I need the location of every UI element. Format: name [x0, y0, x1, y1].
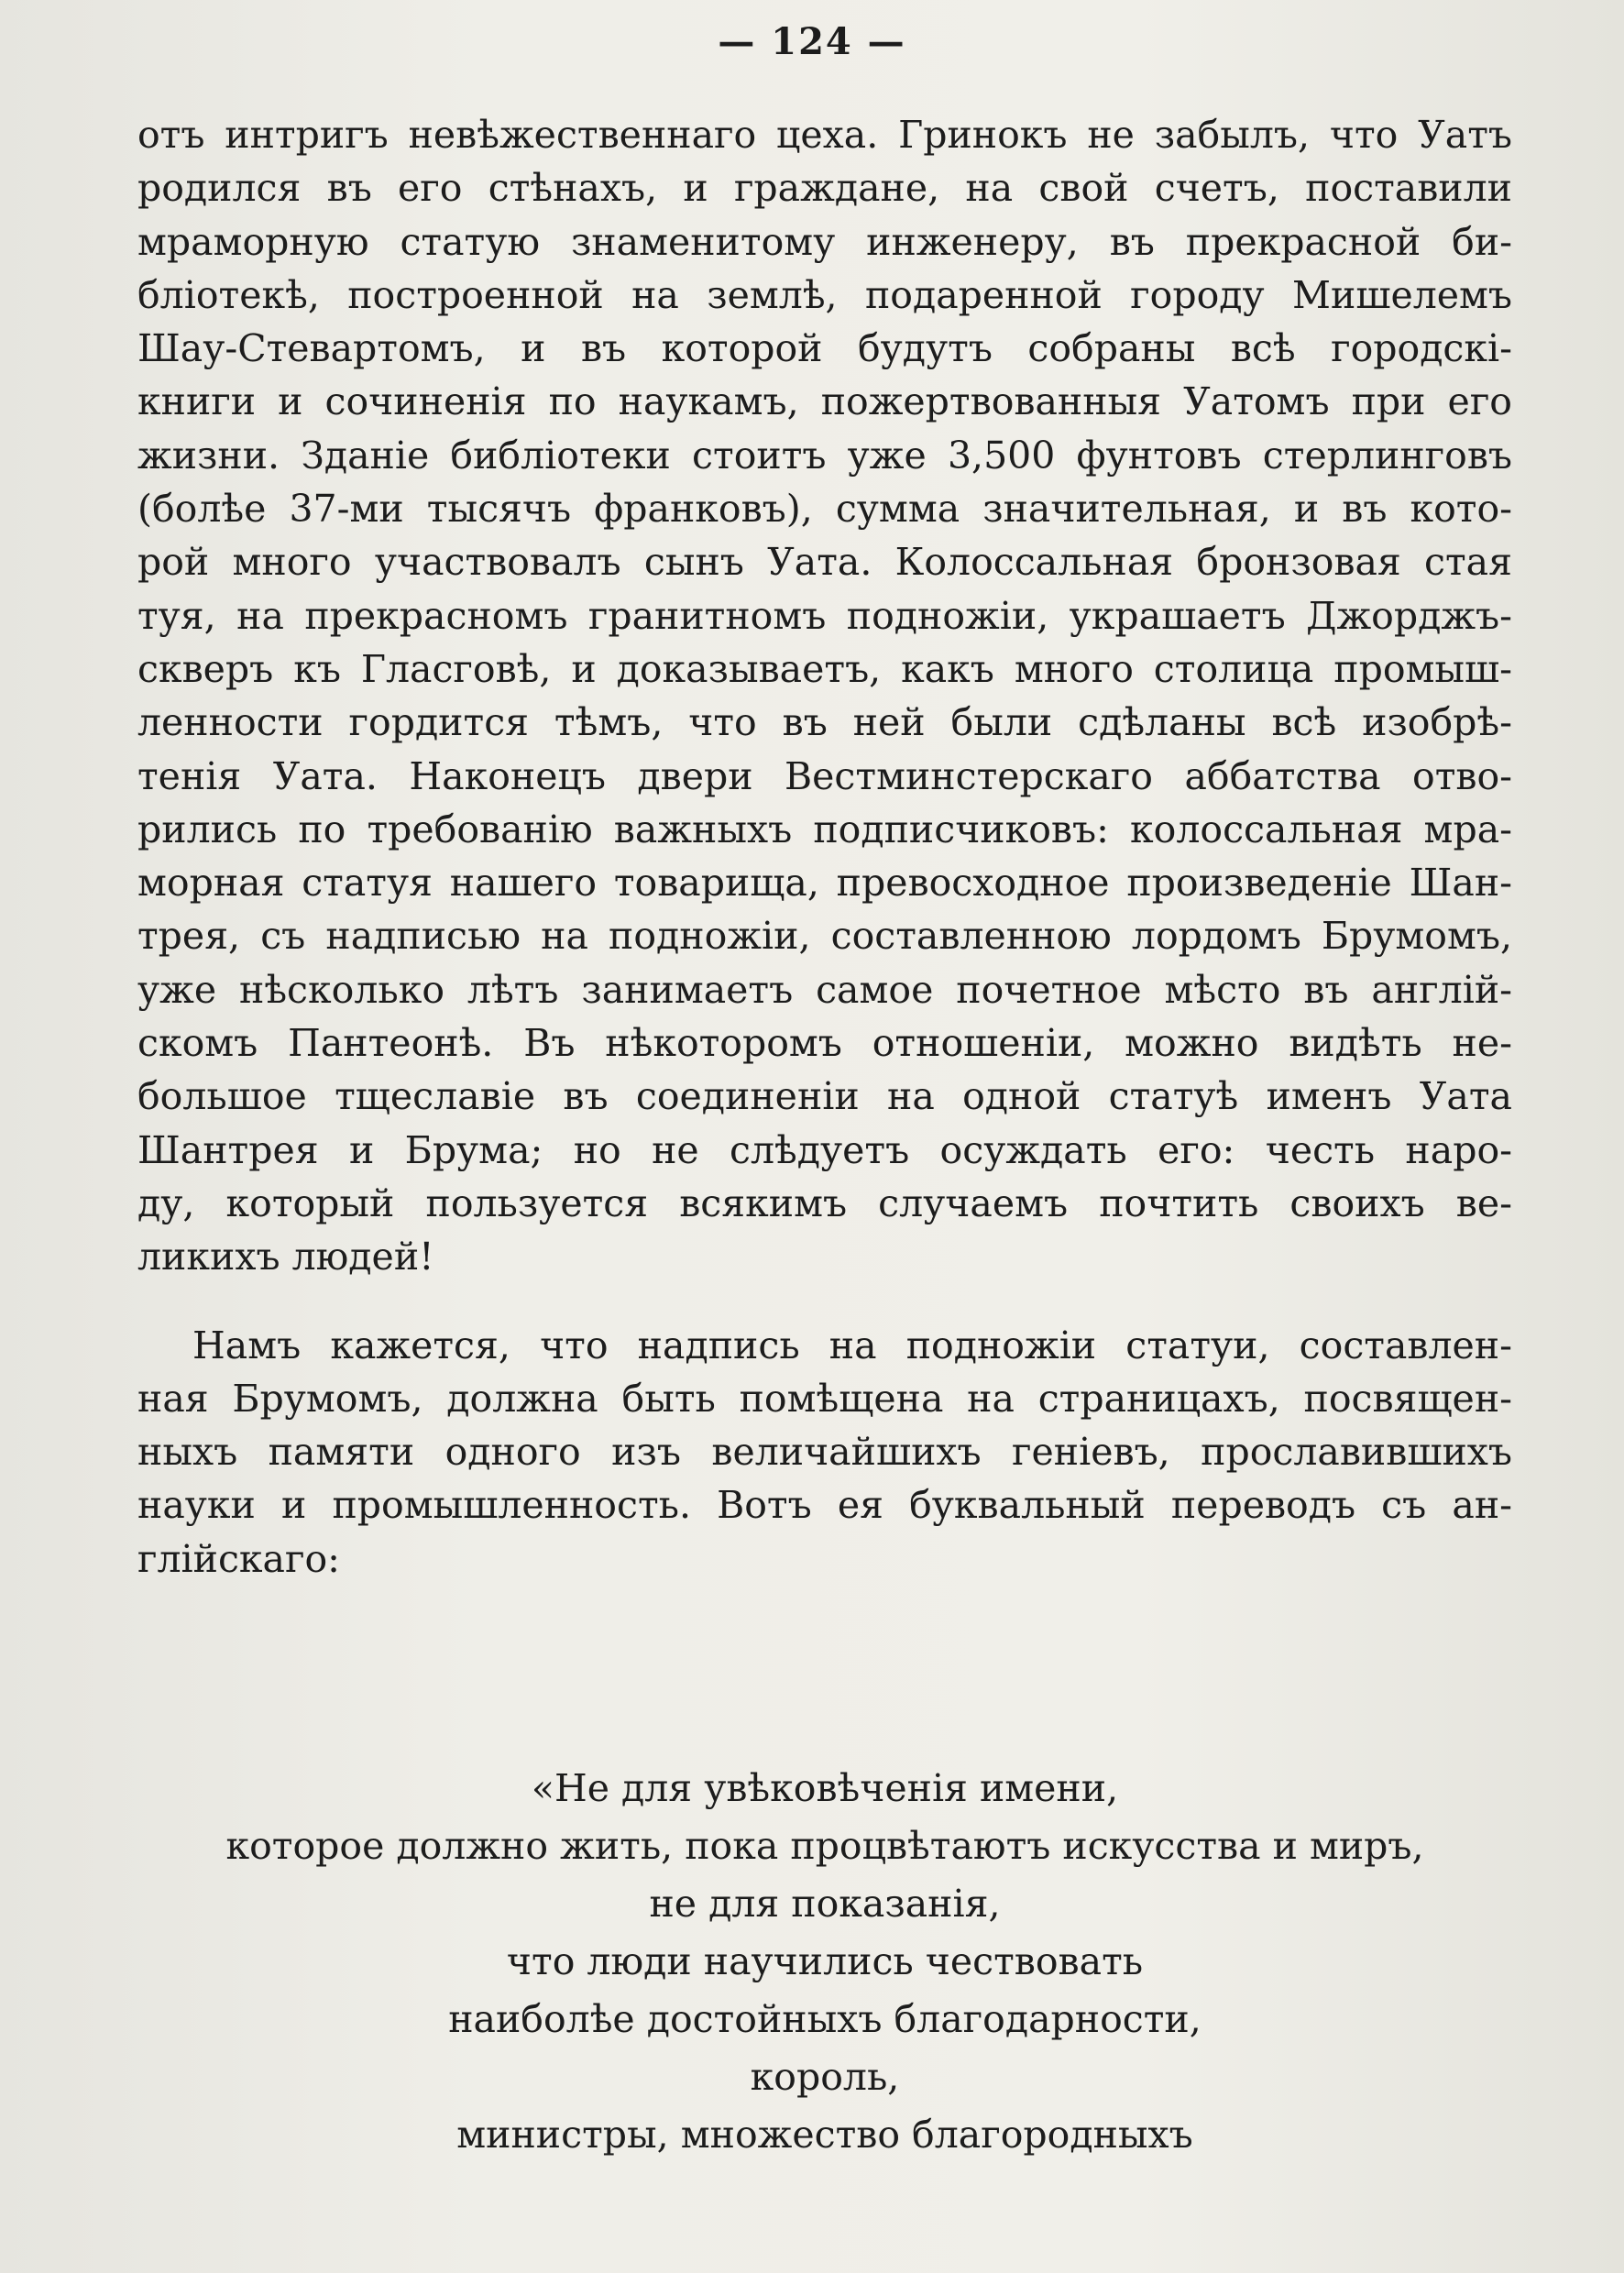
text-line: скверъ къ Гласговѣ, и доказываетъ, какъ много столица промыш- — [137, 646, 1512, 691]
inscription-verse — [137, 1760, 1512, 2164]
main-text — [137, 108, 1512, 1586]
text-line: ныхъ памяти одного изъ величайшихъ геніевъ, прославившихъ — [137, 1430, 1512, 1475]
text-line: бліотекѣ, построенной на землѣ, подаренной городу Мишелемъ — [137, 272, 1512, 317]
verse-line: король, — [750, 2055, 900, 2099]
text-line: туя, на прекрасномъ гранитномъ подножіи, украшаетъ Джорджъ- — [137, 593, 1512, 638]
text-line: ная Брумомъ, должна быть помѣщена на страницахъ, посвящен- — [137, 1376, 1512, 1421]
text-line: Шантрея и Брума; но не слѣдуетъ осуждать его: честь наро- — [137, 1127, 1512, 1172]
verse-line: что люди научились чествовать — [506, 1939, 1144, 1983]
text-line: жизни. Зданіе библіотеки стоитъ уже 3,500 фунтовъ стерлинговъ — [137, 433, 1512, 478]
text-line: глійскаго: — [137, 1536, 340, 1581]
text-line: уже нѣсколько лѣтъ занимаетъ самое почетное мѣсто въ англій- — [137, 967, 1512, 1012]
text-line: книги и сочиненія по наукамъ, пожертвованныя Уатомъ при его — [137, 379, 1512, 424]
text-line: трея, съ надписью на подножіи, составленною лордомъ Брумомъ, — [137, 914, 1512, 959]
text-line: отъ интригъ невѣжественнаго цеха. Гринокъ не забылъ, что Уатъ — [137, 113, 1512, 157]
text-line: ленности гордится тѣмъ, что въ ней были сдѣланы всѣ изобрѣ- — [137, 700, 1512, 745]
text-line: морная статуя нашего товарища, превосходное произведеніе Шан- — [137, 861, 1512, 906]
text-line: большое тщеславіе въ соединеніи на одной статуѣ именъ Уата — [137, 1074, 1512, 1119]
text-line: скомъ Пантеонѣ. Въ нѣкоторомъ отношеніи, можно видѣть не- — [137, 1021, 1512, 1066]
paragraph-gap — [137, 1284, 1512, 1319]
text-line: Шау-Стевартомъ, и въ которой будутъ собраны всѣ городскі- — [137, 326, 1512, 371]
verse-line: наиболѣе достойныхъ благодарности, — [448, 1997, 1202, 2041]
text-line: рились по требованію важныхъ подписчиковъ: колоссальная мра- — [137, 807, 1512, 851]
text-line: мраморную статую знаменитому инженеру, въ прекрасной би- — [137, 219, 1512, 264]
verse-line: не для показанія, — [649, 1882, 1001, 1926]
text-line: Намъ кажется, что надпись на подножіи статуи, составлен- — [192, 1323, 1512, 1367]
verse-line: министры, множество благородныхъ — [456, 2113, 1193, 2157]
verse-line: «Не для увѣковѣченія имени, — [531, 1766, 1119, 1810]
verse-line: которое должно жить, пока процвѣтаютъ искусства и миръ, — [225, 1824, 1424, 1868]
page-number: — 124 — — [718, 20, 906, 63]
text-line: ду, который пользуется всякимъ случаемъ почтить своихъ ве- — [137, 1180, 1512, 1225]
text-line: родился въ его стѣнахъ, и граждане, на свой счетъ, поставили — [137, 166, 1512, 211]
text-line: рой много участвовалъ сынъ Уата. Колоссальная бронзовая стая — [137, 540, 1512, 585]
text-line: ликихъ людей! — [137, 1235, 434, 1279]
text-line: тенія Уата. Наконецъ двери Вестминстерскаго аббатства отво- — [137, 753, 1512, 798]
text-line: (болѣе 37-ми тысячъ франковъ), сумма значительная, и въ кото- — [137, 487, 1512, 532]
text-line: науки и промышленность. Вотъ ея буквальный переводъ съ ан- — [137, 1483, 1512, 1528]
